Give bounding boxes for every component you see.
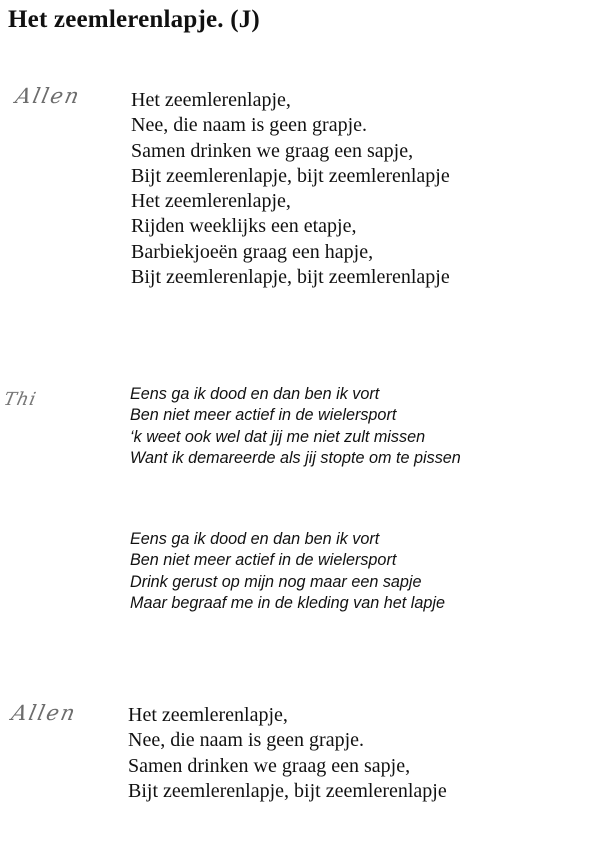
stanza-chorus-repeat bbox=[128, 703, 447, 804]
lyric-line: Bijt zeemlerenlapje, bijt zeemlerenlapje bbox=[131, 266, 450, 289]
lyric-line: Want ik demareerde als jij stopte om te pissen bbox=[130, 448, 461, 467]
lyric-line: Rijden weeklijks een etapje, bbox=[131, 215, 357, 238]
handwritten-note-thi: Thi bbox=[1, 389, 39, 410]
lyric-line: Bijt zeemlerenlapje, bijt zeemlerenlapje bbox=[131, 164, 450, 187]
lyric-line: Het zeemlerenlapje, bbox=[128, 704, 288, 726]
lyric-line: Nee, die naam is geen grapje. bbox=[128, 729, 365, 752]
lyric-line: Ben niet meer actief in de wielersport bbox=[130, 406, 397, 425]
handwritten-note-allen: Allen bbox=[9, 701, 80, 725]
lyric-line: ‘k weet ook wel dat jij me niet zult missen bbox=[130, 427, 426, 446]
lyric-line: Barbiekjoeën graag een hapje, bbox=[131, 240, 374, 263]
lyric-line: Het zeemlerenlapje, bbox=[131, 190, 291, 213]
lyric-line: Het zeemlerenlapje, bbox=[131, 89, 291, 111]
stanza-verse-2 bbox=[130, 529, 445, 614]
lyric-line: Ben niet meer actief in de wielersport bbox=[130, 551, 397, 570]
lyric-line: Samen drinken we graag een sapje, bbox=[131, 139, 414, 162]
lyric-line: Eens ga ik dood en dan ben ik vort bbox=[130, 530, 380, 548]
stanza-verse-1 bbox=[130, 384, 461, 469]
lyric-line: Bijt zeemlerenlapje, bijt zeemlerenlapje bbox=[128, 779, 447, 802]
lyric-line: Samen drinken we graag een sapje, bbox=[128, 754, 411, 777]
lyric-line: Eens ga ik dood en dan ben ik vort bbox=[130, 385, 380, 403]
lyric-line: Nee, die naam is geen grapje. bbox=[131, 114, 368, 137]
song-title: Het zeemlerenlapje. (J) bbox=[8, 6, 260, 33]
lyric-line: Maar begraaf me in de kleding van het lapje bbox=[130, 593, 445, 612]
handwritten-note-allen: Allen bbox=[13, 84, 84, 108]
stanza-chorus bbox=[131, 88, 450, 290]
lyric-line: Drink gerust op mijn nog maar een sapje bbox=[130, 572, 422, 591]
